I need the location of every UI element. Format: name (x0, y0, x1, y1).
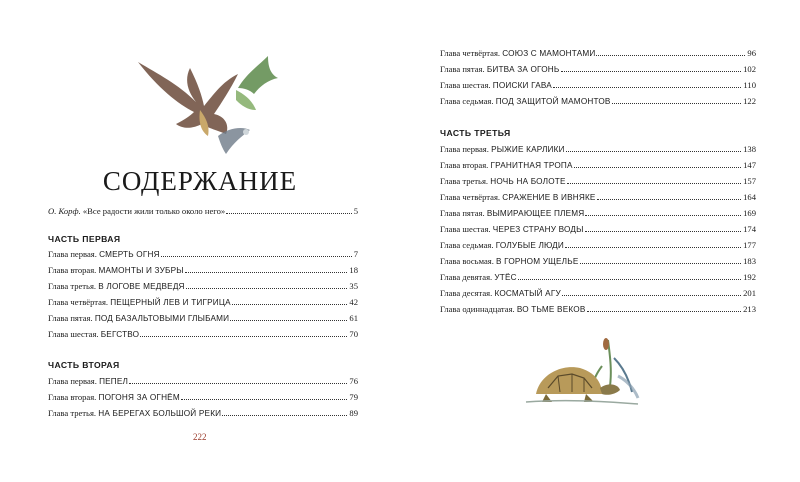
leader-dots (518, 272, 741, 280)
toc-entry[interactable] (48, 329, 358, 340)
toc-page-number: 61 (349, 313, 358, 323)
toc-entry[interactable] (440, 272, 756, 283)
chapter-title: В ГОРНОМ УЩЕЛЬЕ (496, 257, 579, 266)
toc-entry[interactable] (440, 80, 756, 91)
toc-entry[interactable] (440, 160, 756, 171)
toc-page-number: 102 (743, 64, 756, 74)
leader-dots (587, 304, 742, 312)
toc-page-number: 138 (743, 144, 756, 154)
leader-dots (161, 249, 352, 257)
leader-dots (580, 256, 742, 264)
chapter-title: СОЮЗ С МАМОНТАМИ (502, 49, 596, 58)
chapter-label: Глава четвёртая. (48, 297, 109, 307)
toc-entry[interactable] (440, 256, 756, 267)
chapter-title: УТЁС (494, 273, 517, 282)
chapter-label: Глава первая. (440, 144, 489, 154)
leader-dots (185, 265, 348, 273)
toc-page-number: 7 (353, 249, 358, 259)
leader-dots (553, 80, 742, 88)
chapter-title: СМЕРТЬ ОГНЯ (99, 250, 160, 259)
toc-page-number: 96 (747, 48, 756, 58)
leader-dots (612, 96, 742, 104)
toc-entry[interactable] (440, 176, 756, 187)
toc-page-number: 201 (743, 288, 756, 298)
leader-dots (226, 206, 352, 214)
chapter-label: Глава шестая. (440, 224, 491, 234)
toc-page-number: 174 (743, 224, 756, 234)
leader-dots (565, 240, 741, 248)
toc-entry[interactable] (440, 224, 756, 235)
chapter-title: СРАЖЕНИЕ В ИВНЯКЕ (502, 193, 596, 202)
chapter-title: БЕГСТВО (100, 330, 140, 339)
part-two-heading: ЧАСТЬ ВТОРАЯ (48, 360, 120, 370)
chapter-title: ПОИСКИ ГАВА (492, 81, 552, 90)
toc-entry[interactable] (48, 281, 358, 292)
toc-page-number: 76 (349, 376, 358, 386)
chapter-title: ГРАНИТНАЯ ТРОПА (490, 161, 573, 170)
toc-page-number: 157 (743, 176, 756, 186)
chapter-title: ГОЛУБЫЕ ЛЮДИ (495, 241, 564, 250)
leader-dots (561, 64, 742, 72)
toc-page-number: 42 (349, 297, 358, 307)
toc-entry[interactable] (440, 304, 756, 315)
chapter-label: Глава шестая. (440, 80, 491, 90)
toc-page-number: 147 (743, 160, 756, 170)
toc-page-number: 183 (743, 256, 756, 266)
chapter-label: Глава вторая. (48, 265, 97, 275)
chapter-label: Глава первая. (48, 249, 97, 259)
leader-dots (129, 376, 347, 384)
toc-entry-intro[interactable] (48, 206, 358, 217)
toc-entry[interactable] (440, 208, 756, 219)
toc-entry[interactable] (440, 144, 756, 155)
chapter-title: МАМОНТЫ И ЗУБРЫ (98, 266, 184, 275)
part-three-heading: ЧАСТЬ ТРЕТЬЯ (440, 128, 511, 138)
leader-dots (181, 392, 348, 400)
page-number: 222 (193, 432, 207, 442)
chapter-label: Глава четвёртая. (440, 192, 501, 202)
chapter-label: Глава пятая. (48, 313, 93, 323)
toc-page-number: 18 (349, 265, 358, 275)
toc-entry[interactable] (440, 240, 756, 251)
chapter-label: Глава третья. (48, 281, 97, 291)
toc-entry[interactable] (440, 192, 756, 203)
leader-dots (567, 176, 741, 184)
chapter-title: НА БЕРЕГАХ БОЛЬШОЙ РЕКИ (98, 409, 222, 418)
turtle-illustration (522, 336, 642, 416)
birds-illustration (118, 44, 294, 164)
leader-dots (222, 408, 347, 416)
chapter-label: Глава девятая. (440, 272, 493, 282)
chapter-label: Глава третья. (48, 408, 97, 418)
toc-page-number: 110 (743, 80, 756, 90)
toc-page-number: 192 (743, 272, 756, 282)
chapter-title: НОЧЬ НА БОЛОТЕ (490, 177, 566, 186)
chapter-title: ВО ТЬМЕ ВЕКОВ (516, 305, 586, 314)
leader-dots (186, 281, 348, 289)
toc-page-number: 89 (349, 408, 358, 418)
chapter-title: ПОГОНЯ ЗА ОГНЁМ (98, 393, 180, 402)
toc-page-number: 164 (743, 192, 756, 202)
chapter-label: Глава четвёртая. (440, 48, 501, 58)
toc-entry[interactable] (48, 265, 358, 276)
toc-entry[interactable] (48, 376, 358, 387)
leader-dots (585, 208, 741, 216)
chapter-label: Глава пятая. (440, 64, 485, 74)
chapter-label: Глава первая. (48, 376, 97, 386)
chapter-label: Глава третья. (440, 176, 489, 186)
toc-entry[interactable] (48, 392, 358, 403)
toc-page-number: 70 (349, 329, 358, 339)
leader-dots (562, 288, 741, 296)
chapter-label: Глава одиннадцатая. (440, 304, 515, 314)
leader-dots (140, 329, 347, 337)
part-one-heading: ЧАСТЬ ПЕРВАЯ (48, 234, 121, 244)
toc-entry[interactable] (48, 297, 358, 308)
leader-dots (596, 48, 745, 56)
toc-page-number: 213 (743, 304, 756, 314)
toc-page-number: 169 (743, 208, 756, 218)
toc-entry[interactable] (440, 48, 756, 59)
chapter-title: БИТВА ЗА ОГОНЬ (486, 65, 560, 74)
leader-dots (585, 224, 742, 232)
toc-entry[interactable] (440, 96, 756, 107)
chapter-title: ВЫМИРАЮЩЕЕ ПЛЕМЯ (486, 209, 585, 218)
leader-dots (230, 313, 347, 321)
chapter-title: РЫЖИЕ КАРЛИКИ (491, 145, 565, 154)
toc-entry[interactable] (48, 408, 358, 419)
chapter-title: ПЕЩЕРНЫЙ ЛЕВ И ТИГРИЦА (110, 298, 231, 307)
toc-page-number: 5 (353, 206, 358, 216)
toc-page-number: 177 (743, 240, 756, 250)
chapter-label: Глава седьмая. (440, 96, 494, 106)
chapter-label: Глава вторая. (440, 160, 489, 170)
toc-entry[interactable] (440, 64, 756, 75)
toc-entry[interactable] (440, 288, 756, 299)
leader-dots (566, 144, 741, 152)
chapter-title: КОСМАТЫЙ АГУ (494, 289, 561, 298)
chapter-title: В ЛОГОВЕ МЕДВЕДЯ (98, 282, 185, 291)
intro-author: О. Корф. (48, 206, 81, 216)
toc-page-number: 35 (349, 281, 358, 291)
toc-page-number: 79 (349, 392, 358, 402)
chapter-label: Глава пятая. (440, 208, 485, 218)
leader-dots (232, 297, 348, 305)
chapter-label: Глава шестая. (48, 329, 99, 339)
chapter-label: Глава десятая. (440, 288, 493, 298)
toc-page-number: 122 (743, 96, 756, 106)
leader-dots (597, 192, 742, 200)
contents-title: СОДЕРЖАНИЕ (102, 166, 298, 196)
chapter-label: Глава вторая. (48, 392, 97, 402)
toc-entry[interactable] (48, 249, 358, 260)
chapter-title: ПОД БАЗАЛЬТОВЫМИ ГЛЫБАМИ (94, 314, 230, 323)
chapter-title: ПЕПЕЛ (99, 377, 129, 386)
chapter-label: Глава восьмая. (440, 256, 494, 266)
leader-dots (574, 160, 741, 168)
intro-text: «Все радости жили только около него» (80, 206, 226, 216)
right-page (400, 0, 800, 482)
chapter-title: ЧЕРЕЗ СТРАНУ ВОДЫ (492, 225, 584, 234)
chapter-label: Глава седьмая. (440, 240, 494, 250)
toc-entry[interactable] (48, 313, 358, 324)
chapter-title: ПОД ЗАЩИТОЙ МАМОНТОВ (495, 97, 611, 106)
